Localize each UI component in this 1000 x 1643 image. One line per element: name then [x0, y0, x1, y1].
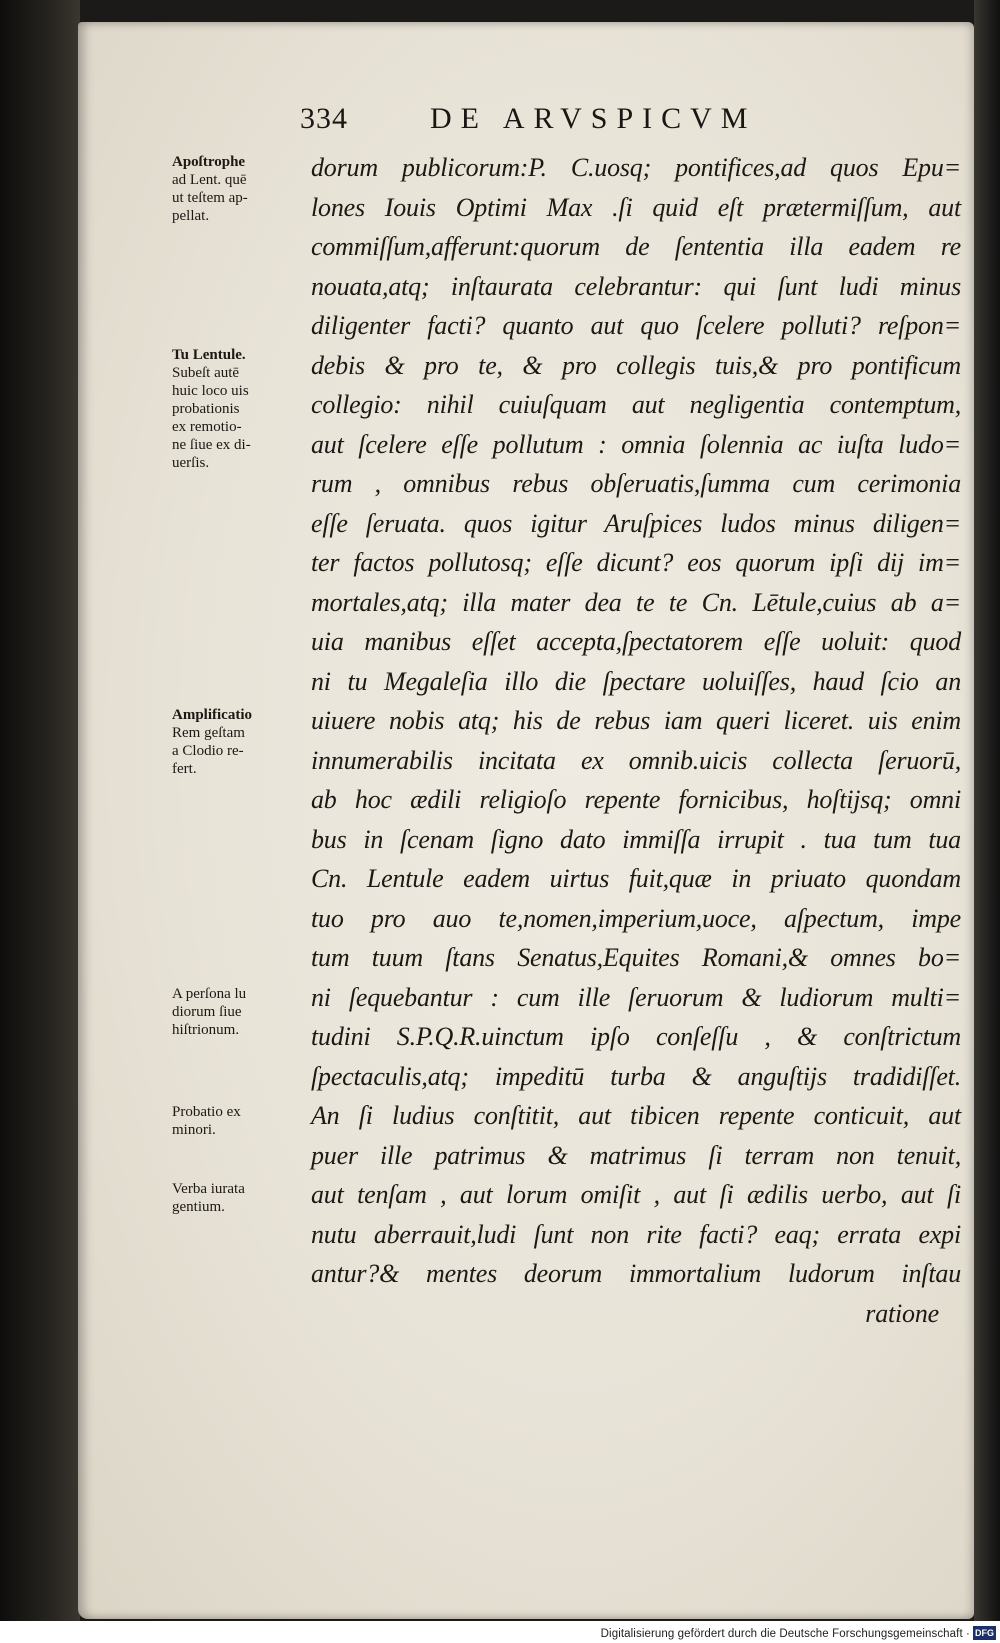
page-header	[300, 102, 920, 142]
text-line: collegio: nihil cuiuſquam aut negligentia contemptum,	[311, 390, 961, 419]
text-line: innumerabilis incitata ex omnib.uicis collecta ſeruorū,	[311, 745, 961, 775]
catchword: ratione	[865, 1298, 939, 1328]
margin-note-probatio: Probatio ex minori.	[172, 1104, 241, 1138]
text-line: aut ſcelere eſſe pollutum : omnia ſolennia ac iuſta ludo=	[311, 429, 961, 459]
text-line: diligenter facti? quanto aut quo ſcelere polluti? reſpon=	[311, 311, 961, 340]
text-line: nouata,atq; inſtaurata celebrantur: qui ſunt ludi minus	[311, 271, 961, 301]
running-head: DE ARVSPICVM	[430, 102, 757, 135]
text-line: uia manibus eſſet accepta,ſpectatorem eſſe uoluit: quod	[311, 627, 961, 656]
book-edge-shadow	[974, 0, 1000, 1643]
text-line: tum tuum ſtans Senatus,Equites Romani,& omnes bo=	[311, 943, 961, 972]
text-line: mortales,atq; illa mater dea te te Cn. Lētule,cuius ab a=	[311, 587, 961, 617]
text-line: bus in ſcenam ſigno dato immiſſa irrupit . tua tum tua	[311, 824, 961, 854]
margin-note-tu-lentule: Tu Lentule. Subeſt autē huic loco uis probationis ex remotio- ne ſiue ex di- uerſis.	[172, 347, 251, 471]
main-text-block	[311, 148, 961, 1333]
text-line: rum , omnibus rebus obſeruatis,ſumma cum cerimonia	[311, 469, 961, 498]
text-line: aut tenſam , aut lorum omiſit , aut ſi ædilis uerbo, aut ſi	[311, 1180, 961, 1209]
text-line: commiſſum,afferunt:quorum de ſententia illa eadem re	[311, 232, 961, 261]
text-line: eſſe ſeruata. quos igitur Aruſpices ludos minus diligen=	[311, 508, 961, 538]
text-line: uiuere nobis atq; his de rebus iam queri liceret. uis enim	[311, 706, 961, 735]
margin-note-amplificatio: Amplificatio Rem geſtam a Clodio re- fert.	[172, 707, 252, 777]
text-line: lones Iouis Optimi Max .ſi quid eſt prætermiſſum, aut	[311, 192, 961, 222]
text-line: tuo pro auo te,nomen,imperium,uoce, aſpectum, impe	[311, 903, 961, 933]
text-line: ter factos pollutosq; eſſe dicunt? eos quorum ipſi dij im=	[311, 548, 961, 577]
text-line: An ſi ludius conſtitit, aut tibicen repente conticuit, aut	[311, 1101, 961, 1130]
book-gutter-shadow	[0, 0, 80, 1643]
margin-note-persona: A perſona lu diorum ſiue hiſtrionum.	[172, 986, 247, 1038]
text-line: nutu aberrauit,ludi ſunt non rite facti? eaq; errata expi	[311, 1219, 961, 1249]
funding-credit: Digitalisierung gefördert durch die Deutsche Forschungsgemeinschaft ·	[600, 1628, 970, 1640]
text-line: puer ille patrimus & matrimus ſi terram non tenuit,	[311, 1140, 961, 1170]
margin-note-verba: Verba iurata gentium.	[172, 1181, 245, 1215]
text-line: ſpectaculis,atq; impeditū turba & anguſtijs tradidiſſet.	[311, 1061, 961, 1091]
margin-note-apostrophe: Apoſtrophe ad Lent. quē ut teſtem ap- pellat.	[172, 154, 248, 224]
dfg-logo: DFG	[975, 1628, 994, 1638]
text-line: ni ſequebantur : cum ille ſeruorum & ludiorum multi=	[311, 982, 961, 1012]
text-line: ni tu Megaleſia illo die ſpectare uoluiſſes, haud ſcio an	[311, 666, 961, 696]
page-number: 334	[300, 102, 348, 135]
footer-bar	[0, 1621, 1000, 1643]
text-line: tudini S.P.Q.R.uinctum ipſo conſeſſu , & conſtrictum	[311, 1022, 961, 1051]
text-line: dorum publicorum:P. C.uosq; pontifices,ad quos Epu=	[311, 153, 961, 182]
text-line: Cn. Lentule eadem uirtus fuit,quæ in priuato quondam	[311, 864, 961, 893]
text-line: antur?& mentes deorum immortalium ludorum inſtau	[311, 1259, 961, 1288]
text-line: ab hoc ædili religioſo repente fornicibus, hoſtijsq; omni	[311, 785, 961, 814]
text-line: debis & pro te, & pro collegis tuis,& pro pontificum	[311, 350, 961, 380]
